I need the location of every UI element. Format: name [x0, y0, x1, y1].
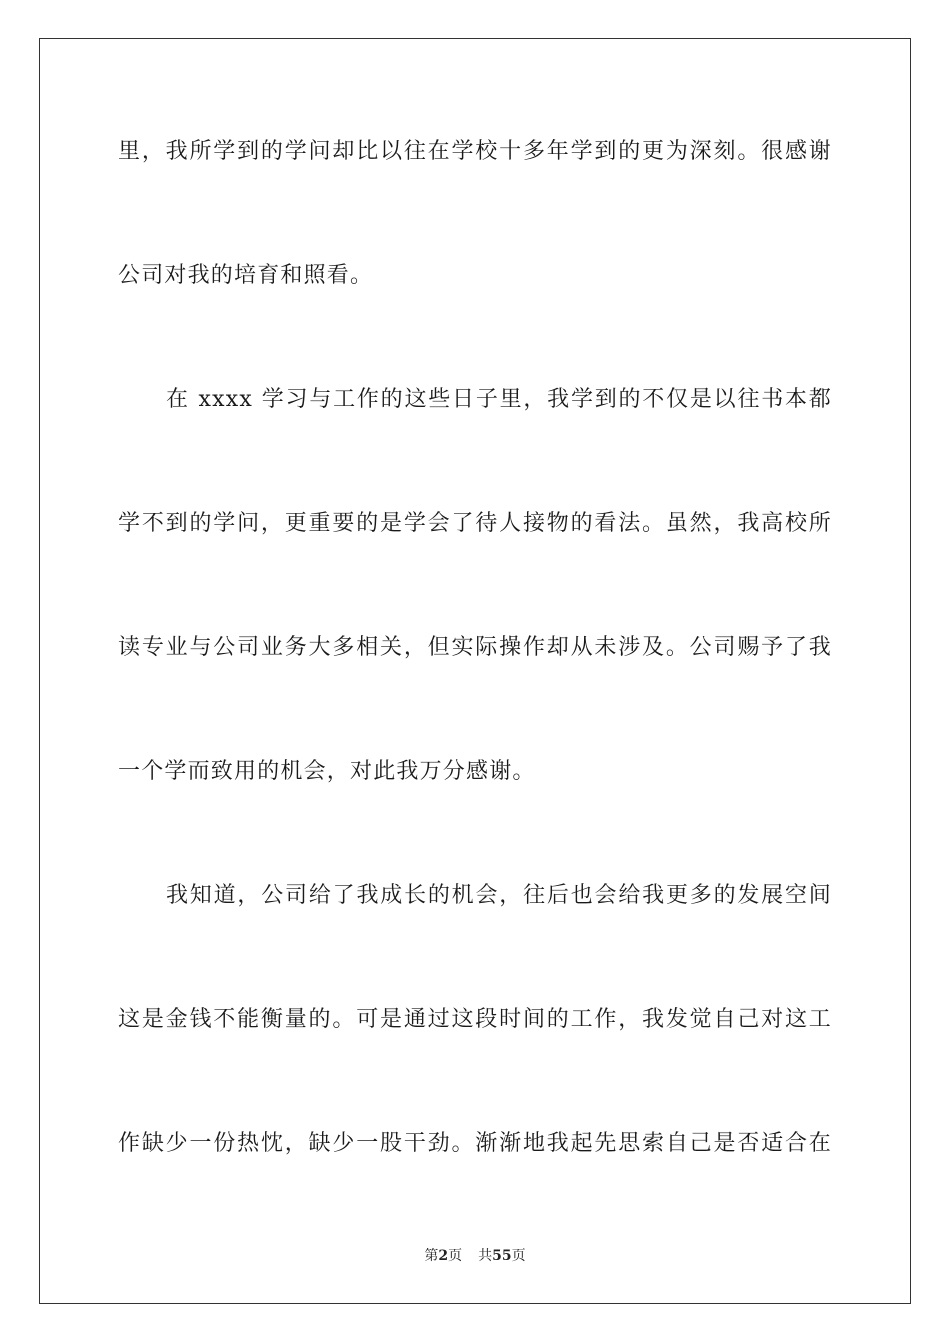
- text-line: 作缺少一份热忱，缺少一股干劲。渐渐地我起先思索自己是否适合在: [118, 1131, 832, 1156]
- page-border: [39, 38, 911, 1304]
- paragraph-first-line: 我知道，公司给了我成长的机会，往后也会给我更多的发展空间: [166, 883, 832, 908]
- total-page-count: 55: [492, 1248, 512, 1264]
- total-suffix: 页: [511, 1248, 526, 1264]
- page-footer: [0, 1246, 950, 1266]
- total-prefix: 共: [478, 1248, 493, 1264]
- paragraph-first-line: 在 xxxx 学习与工作的这些日子里，我学到的不仅是以往书本都: [166, 387, 832, 412]
- text-line: 读专业与公司业务大多相关，但实际操作却从未涉及。公司赐予了我: [118, 635, 832, 660]
- text-line: 里，我所学到的学问却比以往在学校十多年学到的更为深刻。很感谢: [118, 139, 832, 164]
- text-line: 一个学而致用的机会，对此我万分感谢。: [118, 759, 536, 784]
- text-line: 公司对我的培育和照看。: [118, 263, 374, 288]
- page-suffix: 页: [448, 1248, 463, 1264]
- text-line: 这是金钱不能衡量的。可是通过这段时间的工作，我发觉自己对这工: [118, 1007, 832, 1032]
- page-prefix: 第: [424, 1248, 439, 1264]
- text-line: 学不到的学问，更重要的是学会了待人接物的看法。虽然，我高校所: [118, 511, 832, 536]
- current-page-number: 2: [438, 1248, 449, 1264]
